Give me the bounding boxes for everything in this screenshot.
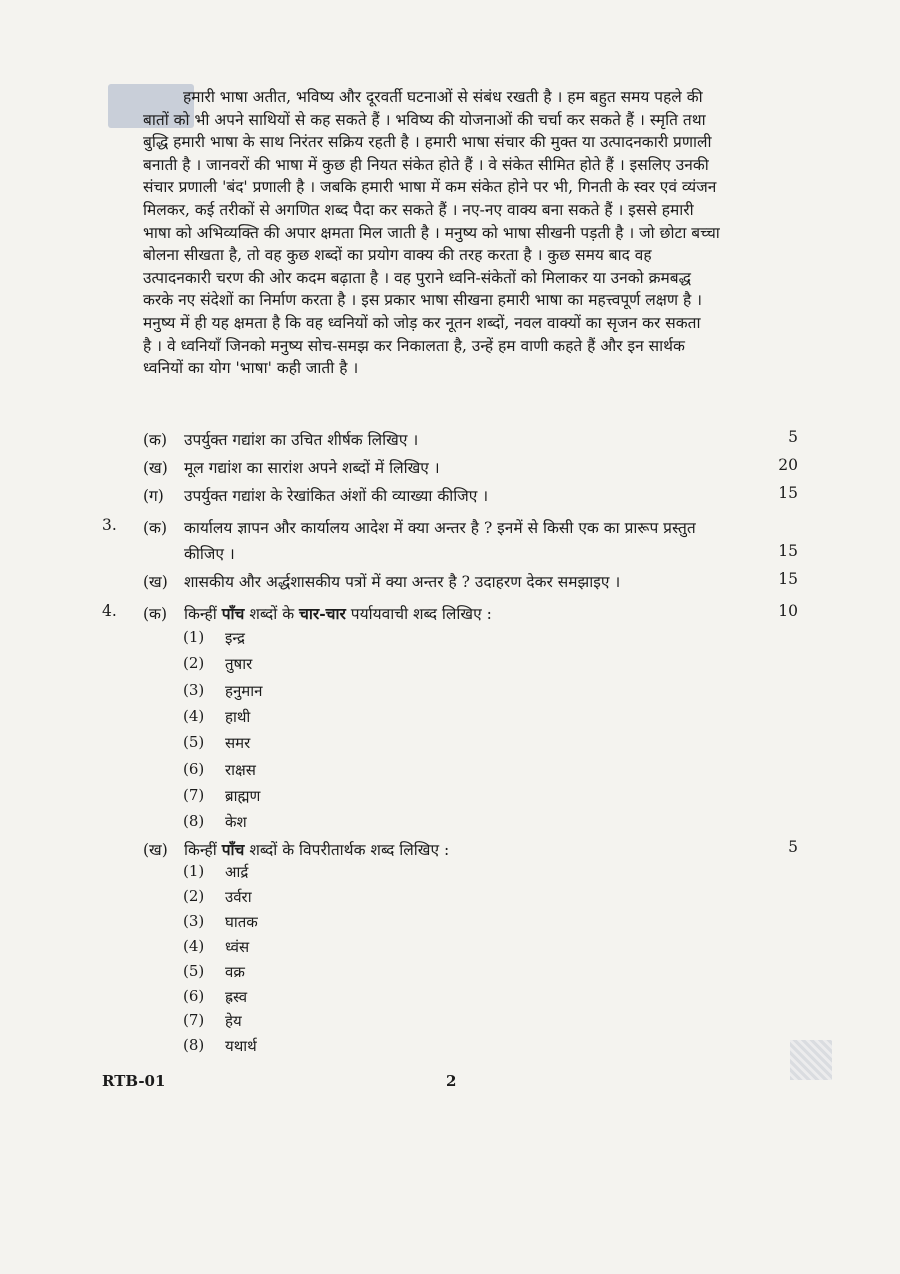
q2-part-a xyxy=(0,428,900,452)
list-item-number: (3) xyxy=(183,680,205,699)
passage-line: मनुष्य में ही यह क्षमता है कि वह ध्वनियों को जोड़ कर नूतन शब्दों, नवल वाक्यों का सृजन कर सकता xyxy=(143,313,701,332)
part-label: (क) xyxy=(143,519,167,537)
part-label: (ख) xyxy=(143,459,168,477)
part-label: (क) xyxy=(143,605,167,623)
list-item-word: हनुमान xyxy=(225,681,263,700)
part-text: शासकीय और अर्द्धशासकीय पत्रों में क्या अन्तर है ? उदाहरण देकर समझाइए । xyxy=(184,573,621,591)
bleed-through-seal xyxy=(790,1040,832,1080)
list-item-word: वक्र xyxy=(225,962,245,981)
part-text: उपर्युक्त गद्यांश का उचित शीर्षक लिखिए । xyxy=(184,431,419,449)
list-item-number: (3) xyxy=(183,911,205,930)
list-item-word: घातक xyxy=(225,912,258,931)
part-marks: 15 xyxy=(778,542,798,560)
list-item xyxy=(183,733,383,755)
list-item-word: आर्द्र xyxy=(225,863,249,881)
list-item-word: केश xyxy=(225,813,247,832)
list-item-number: (4) xyxy=(183,936,205,955)
passage-line: उत्पादनकारी चरण की ओर कदम बढ़ाता है । वह पुराने ध्वनि-संकेतों को मिलाकर या उनको क्रमबद्ध xyxy=(143,268,692,287)
list-item-number: (6) xyxy=(183,986,205,1005)
list-item-word: ध्वंस xyxy=(225,937,250,956)
part-label: (ख) xyxy=(143,573,168,591)
list-item-word: यथार्थ xyxy=(225,1037,257,1056)
list-item xyxy=(183,937,383,959)
passage-line: ध्वनियों का योग 'भाषा' कही जाती है । xyxy=(143,359,359,378)
list-item-word: ब्राह्मण xyxy=(225,786,261,805)
passage-line: मिलकर, कई तरीकों से अगणित शब्द पैदा कर सकते हैं । नए-नए वाक्य बना सकते हैं । इससे हमारी xyxy=(143,200,694,219)
list-item-number: (6) xyxy=(183,759,205,778)
paper-code: RTB-01 xyxy=(102,1072,166,1090)
q2-part-c xyxy=(0,484,900,508)
list-item xyxy=(183,681,383,703)
list-item-word: उर्वरा xyxy=(225,887,252,906)
text-segment: शब्दों के विपरीतार्थक शब्द लिखिए : xyxy=(244,841,450,859)
q3-part-a-cont xyxy=(0,542,900,566)
list-item xyxy=(183,962,383,984)
bold-segment: पाँच xyxy=(221,840,245,859)
part-label: (ग) xyxy=(143,487,164,505)
passage-line: संचार प्रणाली 'बंद' प्रणाली है । जबकि हमारी भाषा में कम संकेत होने पर भी, गिनती के स्वर एवं व्यंजन xyxy=(143,178,717,197)
list-item-number: (7) xyxy=(183,1011,205,1030)
passage xyxy=(143,86,783,380)
q4-part-b xyxy=(0,838,900,862)
text-segment: किन्हीं xyxy=(184,605,222,623)
list-item-number: (2) xyxy=(183,886,205,905)
passage-line: बातों को भी अपने साथियों से कह सकते हैं । भविष्य की योजनाओं की चर्चा कर सकते हैं । स्मृति तथा xyxy=(143,110,706,129)
list-item xyxy=(183,707,383,729)
part-text: कीजिए । xyxy=(184,545,235,563)
passage-line: हमारी भाषा अतीत, भविष्य और दूरवर्ती घटनाओं से संबंध रखती है । हम बहुत समय पहले की xyxy=(183,88,703,106)
question-number: 3. xyxy=(102,516,117,534)
part-marks: 5 xyxy=(788,428,798,446)
part-marks: 15 xyxy=(778,570,798,588)
part-text: कार्यालय ज्ञापन और कार्यालय आदेश में क्या अन्तर है ? इनमें से किसी एक का प्रारूप प्रस्तुत xyxy=(184,519,696,537)
passage-line: करके नए संदेशों का निर्माण करता है । इस प्रकार भाषा सीखना हमारी भाषा का महत्त्वपूर्ण लक्षण है । xyxy=(143,291,703,310)
list-item-word: ह्रस्व xyxy=(225,987,248,1006)
list-item-number: (5) xyxy=(183,733,205,752)
part-marks: 15 xyxy=(778,484,798,502)
list-item-number: (4) xyxy=(183,706,205,725)
list-item-number: (2) xyxy=(183,654,205,673)
passage-line: बनाती है । जानवरों की भाषा में कुछ ही नियत संकेत होते हैं । वे संकेत सीमित होते हैं । इसलिए उनकी xyxy=(143,155,709,174)
passage-line: बुद्धि हमारी भाषा के साथ निरंतर सक्रिय रहती है । हमारी भाषा संचार की मुक्त या उत्पादनकारी प्रणाली xyxy=(143,133,712,152)
passage-line: है । वे ध्वनियाँ जिनको मनुष्य सोच-समझ कर निकालता है, उन्हें हम वाणी कहते हैं और इन सार्थक xyxy=(143,336,685,355)
list-item-word: हेय xyxy=(225,1012,242,1031)
list-item-word: राक्षस xyxy=(225,760,256,779)
list-item-word: इन्द्र xyxy=(225,629,245,647)
list-item xyxy=(183,987,383,1009)
list-item xyxy=(183,812,383,834)
list-item xyxy=(183,786,383,808)
part-label: (ख) xyxy=(143,841,168,859)
list-item xyxy=(183,912,383,934)
part-marks: 20 xyxy=(778,456,798,474)
list-item-number: (8) xyxy=(183,1036,205,1055)
text-segment: किन्हीं xyxy=(184,841,222,859)
q2-part-b xyxy=(0,456,900,480)
passage-line: बोलना सीखता है, तो वह कुछ शब्दों का प्रयोग वाक्य की तरह करता है । कुछ समय बाद वह xyxy=(143,246,652,265)
part-text: मूल गद्यांश का सारांश अपने शब्दों में लिखिए । xyxy=(184,459,440,477)
text-segment: पर्यायवाची शब्द लिखिए : xyxy=(345,605,492,623)
list-item-number: (1) xyxy=(183,862,205,880)
list-item xyxy=(183,1011,383,1033)
passage-line: भाषा को अभिव्यक्ति की अपार क्षमता मिल जाती है । मनुष्य को भाषा सीखनी पड़ती है । जो छोटा बच्चा xyxy=(143,223,720,242)
part-text: उपर्युक्त गद्यांश के रेखांकित अंशों की व्याख्या कीजिए । xyxy=(184,487,489,505)
part-label: (क) xyxy=(143,431,167,449)
list-item-number: (1) xyxy=(183,628,205,646)
part-marks: 5 xyxy=(788,838,798,856)
text-segment: शब्दों के xyxy=(244,605,300,623)
list-item-number: (7) xyxy=(183,785,205,804)
list-item xyxy=(183,760,383,782)
q3-part-b xyxy=(0,570,900,594)
q4-part-a xyxy=(0,602,900,626)
list-item-word: तुषार xyxy=(225,655,253,674)
part-text xyxy=(184,838,449,860)
q3-part-a xyxy=(0,516,900,540)
list-item-word: समर xyxy=(225,734,251,753)
question-number: 4. xyxy=(102,602,117,620)
list-item-word: हाथी xyxy=(225,707,251,726)
list-item xyxy=(183,1036,383,1058)
list-item-number: (5) xyxy=(183,961,205,980)
page-number: 2 xyxy=(446,1072,457,1090)
bold-segment: पाँच xyxy=(221,604,245,623)
list-item xyxy=(183,862,383,884)
part-marks: 10 xyxy=(778,602,798,620)
list-item-number: (8) xyxy=(183,812,205,831)
list-item xyxy=(183,654,383,676)
list-item xyxy=(183,887,383,909)
part-text xyxy=(184,602,492,624)
bold-segment: चार-चार xyxy=(299,604,346,623)
list-item xyxy=(183,628,383,650)
